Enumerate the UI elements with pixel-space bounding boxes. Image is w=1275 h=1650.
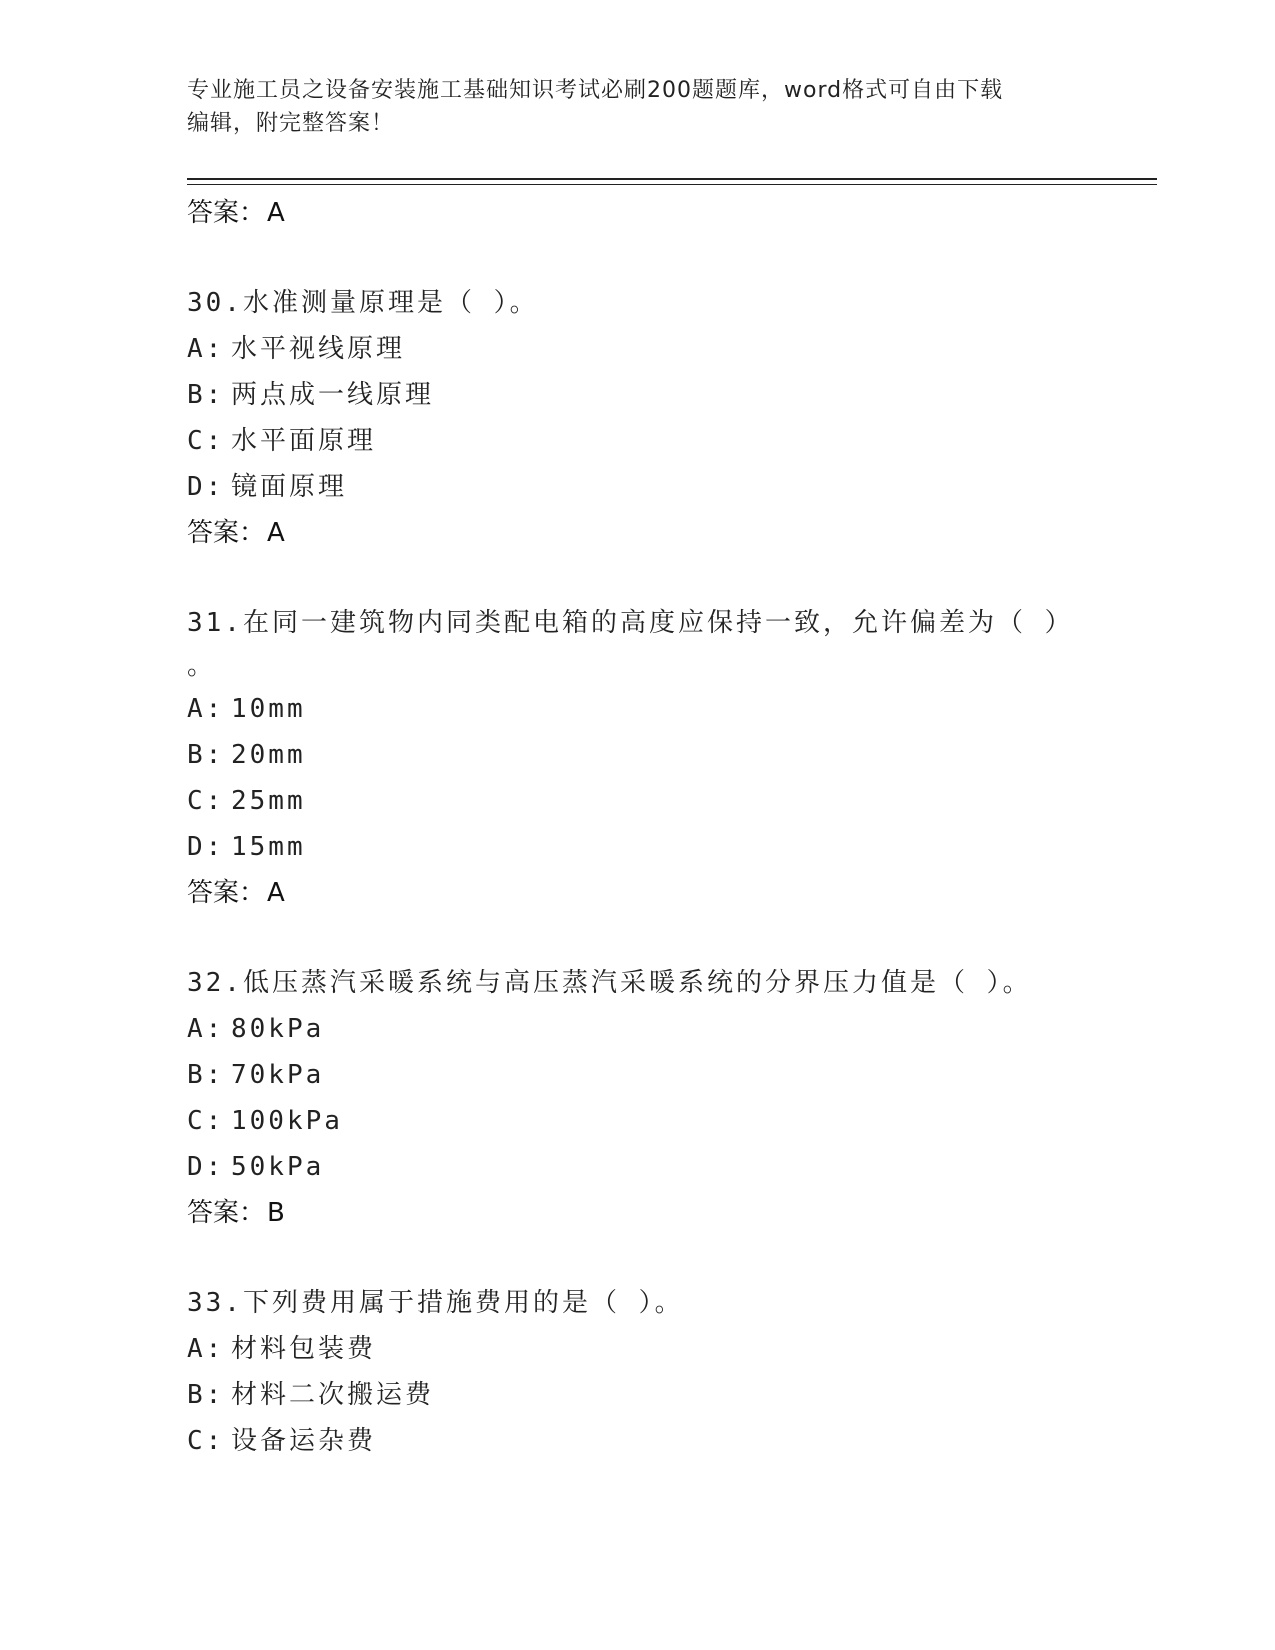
question-stem: 30.水准测量原理是（ ）。 <box>187 288 539 318</box>
answer-value: A <box>267 518 285 548</box>
option-text: 20mm <box>231 740 306 770</box>
question-answer <box>187 510 1087 556</box>
option-letter: D: <box>187 832 225 862</box>
question-31 <box>187 600 1087 916</box>
answer-label: 答案： <box>187 518 266 548</box>
answer-value: A <box>267 198 285 228</box>
document-header <box>187 74 1087 140</box>
option-text: 10mm <box>231 694 306 724</box>
question-stem: 32.低压蒸汽采暖系统与高压蒸汽采暖系统的分界压力值是（ ）。 <box>187 968 1032 998</box>
option-b <box>187 1372 1087 1418</box>
option-letter: C: <box>187 426 225 456</box>
option-text: 25mm <box>231 786 306 816</box>
option-text: 镜面原理 <box>231 472 348 502</box>
question-answer <box>187 870 1087 916</box>
option-text: 水平视线原理 <box>231 334 406 364</box>
question-32 <box>187 960 1087 1236</box>
option-letter: B: <box>187 740 225 770</box>
question-answer <box>187 1190 1087 1236</box>
option-d <box>187 824 1087 870</box>
answer-label: 答案： <box>187 198 266 228</box>
option-letter: D: <box>187 1152 225 1182</box>
option-text: 材料二次搬运费 <box>231 1380 435 1410</box>
question-33 <box>187 1280 1087 1464</box>
option-letter: A: <box>187 694 225 724</box>
option-text: 100kPa <box>231 1106 343 1136</box>
option-letter: B: <box>187 380 225 410</box>
option-a <box>187 326 1087 372</box>
answer-label: 答案： <box>187 878 266 908</box>
option-text: 70kPa <box>231 1060 325 1090</box>
option-letter: A: <box>187 1014 225 1044</box>
question-stem: 33.下列费用属于措施费用的是（ ）。 <box>187 1288 684 1318</box>
option-d <box>187 1144 1087 1190</box>
option-d <box>187 464 1087 510</box>
question-stem: 31.在同一建筑物内同类配电箱的高度应保持一致，允许偏差为（ ） <box>187 608 1074 638</box>
option-c <box>187 418 1087 464</box>
option-c <box>187 778 1087 824</box>
option-c <box>187 1098 1087 1144</box>
option-text: 材料包装费 <box>231 1334 377 1364</box>
header-title-line-2: 编辑，附完整答案！ <box>187 111 395 136</box>
option-b <box>187 372 1087 418</box>
option-letter: A: <box>187 334 225 364</box>
option-b <box>187 732 1087 778</box>
question-30 <box>187 280 1087 556</box>
option-letter: A: <box>187 1334 225 1364</box>
option-text: 80kPa <box>231 1014 325 1044</box>
answer-label: 答案： <box>187 1198 266 1228</box>
option-letter: D: <box>187 472 225 502</box>
option-a <box>187 686 1087 732</box>
option-text: 15mm <box>231 832 306 862</box>
previous-answer <box>187 190 1087 236</box>
header-divider-thick <box>187 178 1157 180</box>
header-title-line-1: 专业施工员之设备安装施工基础知识考试必刷200题题库，word格式可自由下载 <box>187 78 1004 103</box>
option-a <box>187 1326 1087 1372</box>
option-letter: B: <box>187 1060 225 1090</box>
option-letter: C: <box>187 1106 225 1136</box>
question-list <box>187 190 1087 1464</box>
option-text: 两点成一线原理 <box>231 380 435 410</box>
option-letter: C: <box>187 1426 225 1456</box>
question-stem-tail: 。 <box>187 651 217 681</box>
answer-value: A <box>267 878 285 908</box>
option-text: 50kPa <box>231 1152 325 1182</box>
option-text: 设备运杂费 <box>231 1426 377 1456</box>
answer-value: B <box>267 1198 285 1228</box>
option-letter: C: <box>187 786 225 816</box>
option-b <box>187 1052 1087 1098</box>
option-text: 水平面原理 <box>231 426 377 456</box>
option-letter: B: <box>187 1380 225 1410</box>
header-divider-thin <box>187 184 1157 185</box>
option-c <box>187 1418 1087 1464</box>
option-a <box>187 1006 1087 1052</box>
